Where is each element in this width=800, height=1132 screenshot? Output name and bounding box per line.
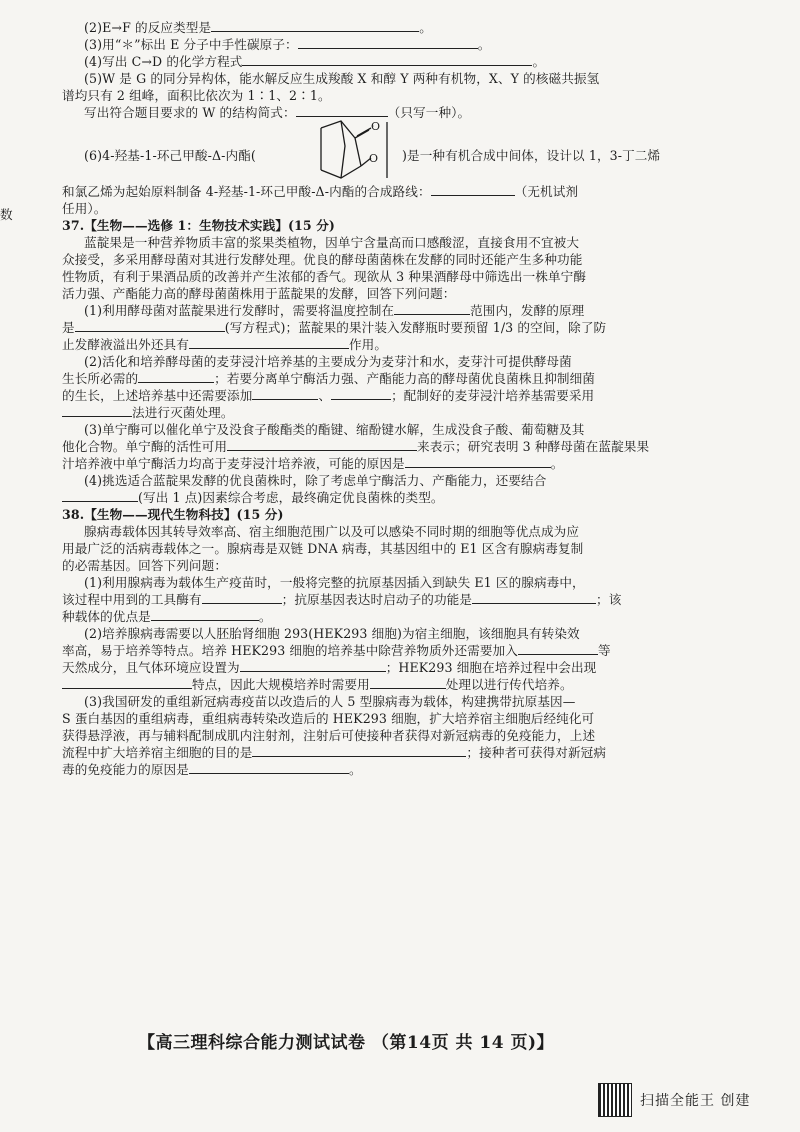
- q38-s3-line5: 毒的免疫能力的原因是 。: [62, 762, 362, 777]
- q37-s2-line4: 法进行灭菌处理。: [62, 405, 722, 420]
- q37-s2-line3: 的生长，上述培养基中还需要添加 、 ；配制好的麦芽浸汁培养基需要采用: [62, 388, 595, 403]
- q37-intro-line-4: 活力强、产酯能力高的酵母菌菌株用于蓝靛果的发酵，回答下列问题：: [62, 286, 456, 301]
- q37-s2-line2: 生长所必需的 ；若要分离单宁酶活力强、产酯能力高的酵母菌优良菌株且抑制细菌: [62, 371, 595, 386]
- q38-s3-line2: S 蛋白基因的重组病毒，重组病毒转染改造后的 HEK293 细胞，扩大培养宿主细胞后经纯化可: [62, 711, 595, 726]
- q37-s3-line3: 汁培养液中单宁酶活力均高于麦芽浸汁培养液，可能的原因是 。: [62, 456, 564, 471]
- q37-s1-line3: 止发酵液溢出外还具有 作用。: [62, 337, 388, 352]
- q38-intro-line-2: 用最广泛的活病毒载体之一。腺病毒是双链 DNA 病毒，其基因组中的 E1 区含有腺病毒复制: [62, 541, 584, 556]
- q38-s2-line4: 特点，因此大规模培养时需要用 处理以进行传代培养。: [62, 677, 722, 692]
- lactone-structure-icon: [311, 118, 397, 182]
- svg-text:O: O: [369, 152, 379, 165]
- q37-s3-line1: (3)单宁酶可以催化单宁及没食子酸酯类的酯键、缩酚键水解，生成没食子酸、葡萄糖及其: [84, 422, 585, 437]
- q37-title: 37.【生物——选修 1：生物技术实践】(15 分): [62, 218, 335, 233]
- page-footer: 【高三理科综合能力测试试卷 （第14页 共 14 页)】: [138, 1033, 555, 1053]
- q37-intro-line-2: 众接受，多采用酵母菌对其进行发酵处理。优良的酵母菌菌株在发酵的同时还能产生多种功能: [62, 252, 583, 267]
- q38-s3-line4: 流程中扩大培养宿主细胞的目的是 ；接种者可获得对新冠病: [62, 745, 607, 760]
- q38-s3-line3: 获得悬浮液，再与辅料配制成肌内注射剂，注射后可使接种者获得对新冠病毒的免疫能力，上述: [62, 728, 596, 743]
- q37-s4-line2: (写出 1 点)因素综合考虑，最终确定优良菌株的类型。: [62, 490, 722, 505]
- q38-s2-line3: 天然成分，且气体环境应设置为 ；HEK293 细胞在培养过程中会出现: [62, 660, 597, 675]
- svg-text:O: O: [371, 120, 381, 133]
- q37-intro-line-1: 蓝靛果是一种营养物质丰富的浆果类植物，因单宁含量高而口感酸涩，直接食用不宜被大: [84, 235, 580, 250]
- chem-q5-line1: (5)W 是 G 的同分异构体，能水解反应生成羧酸 X 和醇 Y 两种有机物，X、Y 的核磁共振氢: [84, 71, 600, 86]
- q38-title: 38.【生物——现代生物科技】(15 分): [62, 507, 284, 522]
- q37-s2-line1: (2)活化和培养酵母菌的麦芽浸汁培养基的主要成分为麦芽汁和水，麦芽汁可提供酵母菌: [84, 354, 572, 369]
- side-margin-label: 数: [0, 207, 13, 222]
- chem-q5-line3: 写出符合题目要求的 W 的结构简式： （只写一种）。: [84, 105, 471, 120]
- chem-q6-line2: 和氯乙烯为起始原料制备 4-羟基-1-环己甲酸-Δ-内酯的合成路线： （无机试剂: [62, 184, 579, 199]
- chem-q5-line2: 谱均只有 2 组峰，面积比依次为 1∶1、2∶1。: [62, 88, 331, 103]
- chem-q2-line: (2)E→F 的反应类型是 。: [84, 20, 432, 35]
- q38-s2-line1: (2)培养腺病毒需要以人胚胎肾细胞 293(HEK293 细胞)为宿主细胞，该细胞具有转染效: [84, 626, 580, 641]
- q37-s4-line1: (4)挑选适合蓝靛果发酵的优良菌株时，除了考虑单宁酶活力、产酯能力，还要结合: [84, 473, 547, 488]
- chem-q6-line3: 任用）。: [62, 201, 107, 216]
- qr-code-icon: [598, 1083, 632, 1117]
- q38-s1-line3: 种载体的优点是 。: [62, 609, 272, 624]
- q38-s2-line2: 率高，易于培养等特点。培养 HEK293 细胞的培养基中除营养物质外还需要加入 等: [62, 643, 611, 658]
- q37-s1-line2: 是 (写方程式)；蓝靛果的果汁装入发酵瓶时要预留 1/3 的空间，除了防: [62, 320, 607, 335]
- q38-intro-line-3: 的必需基因。回答下列问题：: [62, 558, 228, 573]
- chem-q6-line1b: )是一种有机合成中间体，设计以 1，3-丁二烯: [402, 148, 661, 163]
- scanner-credit: [598, 1082, 750, 1118]
- q37-s1-line1: (1)利用酵母菌对蓝靛果进行发酵时，需要将温度控制在 范围内，发酵的原理: [84, 303, 585, 318]
- q38-intro-line-1: 腺病毒载体因其转导效率高、宿主细胞范围广以及可以感染不同时期的细胞等优点成为应: [84, 524, 580, 539]
- chem-q6-line1a: (6)4-羟基-1-环己甲酸-Δ-内酯(: [84, 148, 256, 163]
- chem-q4-line: (4)写出 C→D 的化学方程式 。: [84, 54, 546, 69]
- q37-intro-line-3: 性物质，有利于果酒品质的改善并产生浓郁的香气。现欲从 3 种果酒酵母中筛选出一株单宁酶: [62, 269, 587, 284]
- q38-s1-line1: (1)利用腺病毒为载体生产疫苗时，一般将完整的抗原基因插入到缺失 E1 区的腺病毒中，: [84, 575, 585, 590]
- q38-s1-line2: 该过程中用到的工具酶有 ；抗原基因表达时启动子的功能是 ；该: [62, 592, 622, 607]
- q38-s3-line1: (3)我国研发的重组新冠病毒疫苗以改造后的人 5 型腺病毒为载体，构建携带抗原基因—: [84, 694, 576, 709]
- chem-q3-line: (3)用“＊”标出 E 分子中手性碳原子： 。: [84, 37, 491, 52]
- q37-s3-line2: 他化合物。单宁酶的活性可用 来表示；研究表明 3 种酵母菌在蓝靛果果: [62, 439, 650, 454]
- credit-text: 扫描全能王 创建: [640, 1093, 751, 1109]
